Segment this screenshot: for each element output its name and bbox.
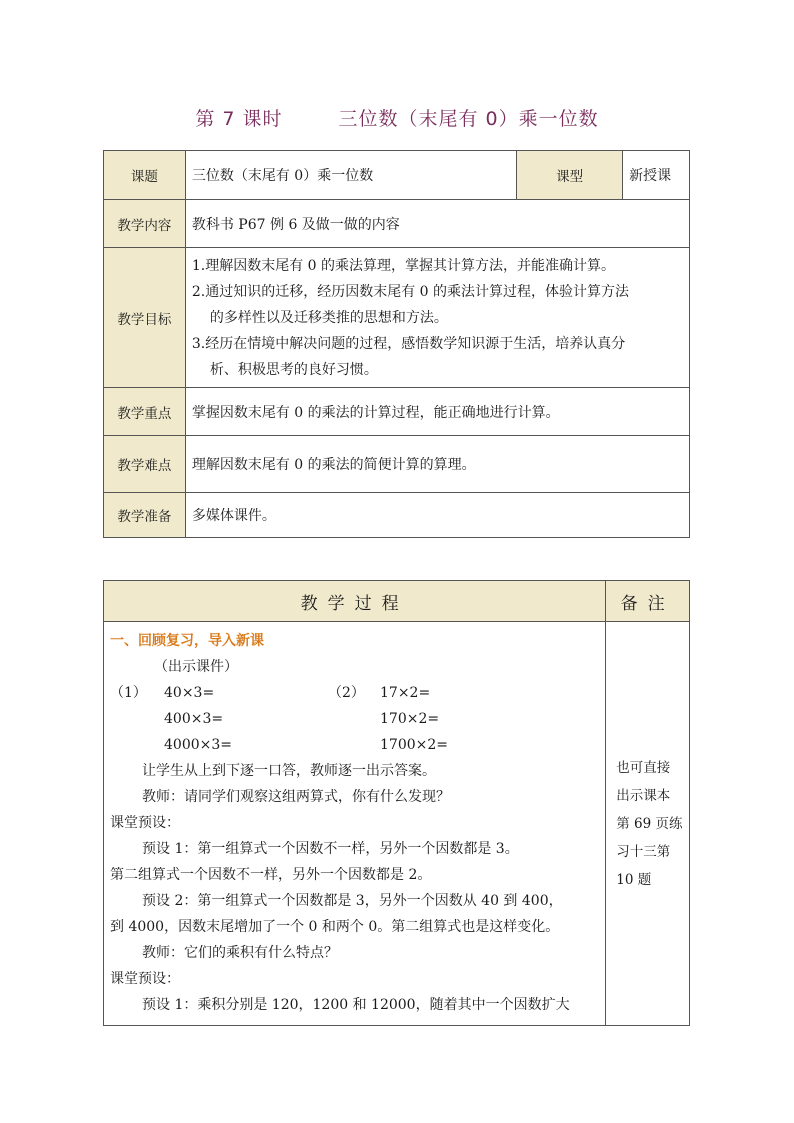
page-title [0, 104, 794, 131]
difficulty-value: 理解因数末尾有 0 的乘法的简便计算的算理。 [185, 436, 689, 493]
text-line: 让学生从上到下逐一口答，教师逐一出示答案。 [142, 763, 436, 779]
equation-row [110, 732, 601, 758]
equation: 170×2= [380, 711, 440, 727]
goal-line: 析、积极思考的良好习惯。 [209, 361, 378, 378]
process-header-row [104, 581, 690, 622]
row-goals [104, 248, 690, 388]
equation: 17×2= [380, 685, 431, 701]
goal-line: 2.通过知识的迁移，经历因数末尾有 0 的乘法计算过程，体验计算方法 [191, 283, 630, 300]
equation-row [110, 680, 601, 706]
equation: 40×3= [164, 685, 215, 701]
eq1-label: （1） [110, 685, 147, 701]
goal-line: 3.经历在情境中解决问题的过程，感悟数学知识源于生活，培养认真分 [191, 335, 626, 352]
goals-value [185, 248, 689, 388]
remark-line: 出示课本 [616, 787, 671, 804]
teaching-process-table [103, 580, 690, 1026]
text-line: 到 4000，因数末尾增加了一个 0 和两个 0。第二组算式也是这样变化。 [110, 919, 560, 935]
lesson-info-table [103, 150, 690, 538]
row-content [104, 200, 690, 248]
text-line: 预设 2：第一组算式一个因数都是 3，另外一个因数从 40 到 400， [142, 893, 563, 909]
content-label: 教学内容 [104, 200, 186, 248]
type-value: 新授课 [623, 151, 690, 200]
remark-cell [606, 622, 690, 1026]
text-line: 第二组算式一个因数不一样，另外一个因数都是 2。 [110, 867, 432, 883]
process-content-row [104, 622, 690, 1026]
text-line: 预设 1：乘积分别是 120，1200 和 12000，随着其中一个因数扩大 [142, 997, 570, 1013]
process-content [104, 622, 606, 1026]
row-difficulty [104, 436, 690, 493]
section-heading: 一、回顾复习，导入新课 [110, 633, 264, 649]
equation: 400×3= [164, 711, 224, 727]
goal-line: 1.理解因数末尾有 0 的乘法算理，掌握其计算方法，并能准确计算。 [191, 257, 616, 274]
remark-line: 第 69 页练 [616, 815, 683, 832]
topic-value: 三位数（末尾有 0）乘一位数 [185, 151, 516, 200]
eq2-label: （2） [328, 685, 365, 701]
key-label: 教学重点 [104, 388, 186, 436]
goals-label: 教学目标 [104, 248, 186, 388]
row-topic [104, 151, 690, 200]
row-prep [104, 493, 690, 538]
topic-label: 课题 [104, 151, 186, 200]
equation-row [110, 706, 601, 732]
type-label: 课型 [517, 151, 623, 200]
row-key [104, 388, 690, 436]
text-line: 预设 1：第一组算式一个因数不一样，另外一个因数都是 3。 [142, 841, 519, 857]
process-header: 教学过程 [104, 581, 606, 622]
text-line: 课堂预设： [110, 815, 180, 831]
text-line: 课堂预设： [110, 971, 180, 987]
show-note: （出示课件） [154, 659, 238, 675]
lesson-topic: 三位数（末尾有 0）乘一位数 [338, 108, 599, 130]
prep-label: 教学准备 [104, 493, 186, 538]
key-value: 掌握因数末尾有 0 的乘法的计算过程，能正确地进行计算。 [185, 388, 689, 436]
equation: 1700×2= [380, 737, 448, 753]
remark-header: 备注 [606, 581, 690, 622]
difficulty-label: 教学难点 [104, 436, 186, 493]
text-line: 教师：它们的乘积有什么特点？ [142, 945, 338, 961]
lesson-number: 第 7 课时 [195, 108, 283, 130]
goal-line: 的多样性以及迁移类推的思想和方法。 [209, 309, 448, 326]
remark-line: 10 题 [616, 871, 652, 888]
remark-line: 也可直接 [616, 759, 671, 776]
text-line: 教师：请同学们观察这组两算式，你有什么发现？ [142, 789, 450, 805]
equation: 4000×3= [164, 737, 232, 753]
content-value: 教科书 P67 例 6 及做一做的内容 [185, 200, 689, 248]
prep-value: 多媒体课件。 [185, 493, 689, 538]
remark-line: 习十三第 [616, 843, 671, 860]
